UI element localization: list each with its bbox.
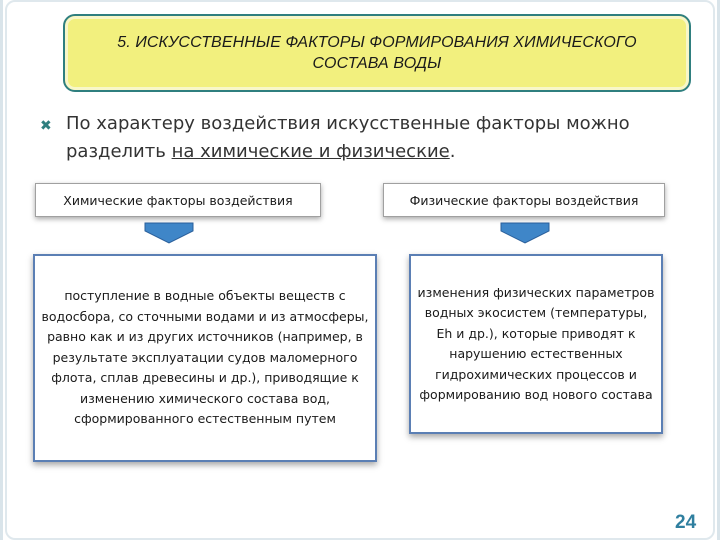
body-paragraph xyxy=(66,110,686,166)
body-text-part1: По характеру воздействия искусственные факторы можно разделить xyxy=(66,113,630,162)
physical-factors-description: изменения физических параметров водных экосистем (температуры, Eh и др.), которые приводят к нарушению естественных гидрохимических процессов и формированию вод нового состава xyxy=(409,254,663,434)
down-arrow-icon xyxy=(497,221,553,245)
title-line-1: 5. ИСКУССТВЕННЫЕ ФАКТОРЫ ФОРМИРОВАНИЯ ХИМИЧЕСКОГО xyxy=(117,34,637,51)
body-text-underlined: на химические и физические xyxy=(171,141,450,162)
body-text-part2: . xyxy=(449,141,456,162)
x-bullet-icon: ✖ xyxy=(40,118,52,134)
title-box xyxy=(63,14,691,92)
down-arrow-icon xyxy=(141,221,197,245)
chemical-factors-header: Химические факторы воздействия xyxy=(35,183,321,217)
title-line-2: СОСТАВА ВОДЫ xyxy=(312,55,442,72)
physical-factors-header: Физические факторы воздействия xyxy=(383,183,665,217)
page-number: 24 xyxy=(675,512,697,533)
chemical-factors-description: поступление в водные объекты веществ с водосбора, со сточными водами и из атмосферы, равно как и из других источников (например, в результате эксплуатации судов маломерного флота, сплав древесины и др.), приводящие к изменению химического состава вод, сформированного естественным путем xyxy=(33,254,377,462)
